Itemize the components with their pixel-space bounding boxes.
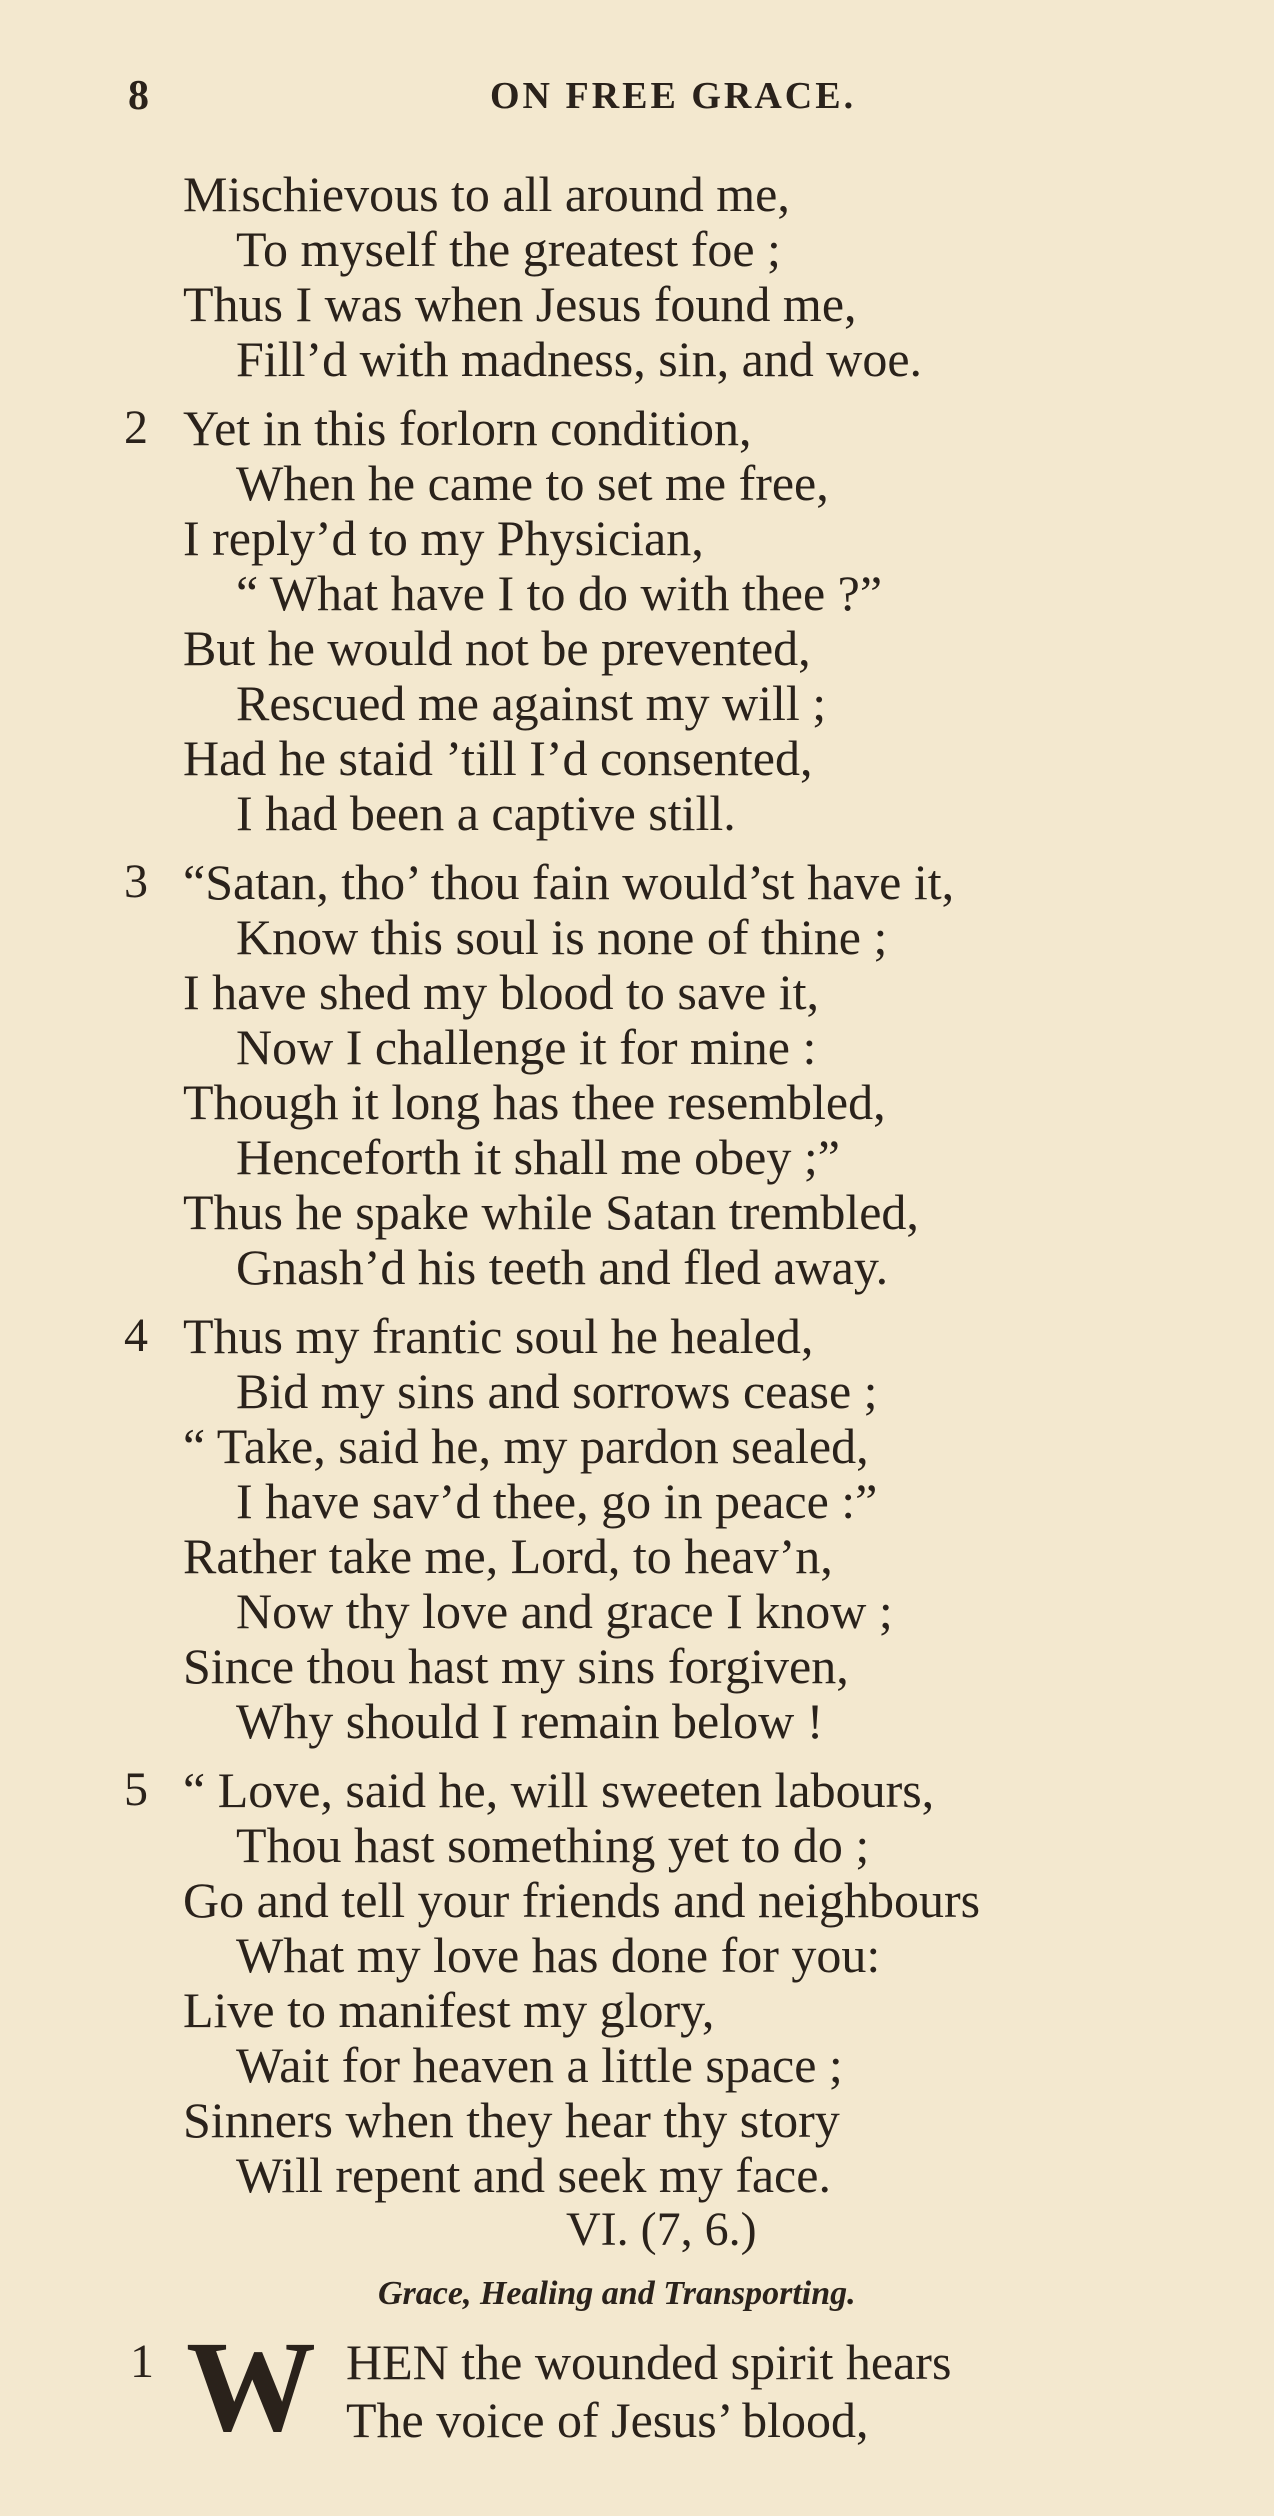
verse-line: To myself the greatest foe ; bbox=[236, 221, 781, 277]
stanza-number: 1 bbox=[130, 2335, 154, 2388]
verse-line: Yet in this forlorn condition, bbox=[183, 400, 752, 456]
verse-line: Know this soul is none of thine ; bbox=[236, 909, 888, 965]
verse-line: Wait for heaven a little space ; bbox=[236, 2037, 843, 2093]
hymn-title: Grace, Healing and Transporting. bbox=[378, 2275, 856, 2312]
verse-line: Thus my frantic soul he healed, bbox=[183, 1308, 814, 1364]
verse-line: Go and tell your friends and neighbours bbox=[183, 1872, 981, 1928]
verse-line: I had been a captive still. bbox=[236, 785, 736, 841]
drop-cap: W bbox=[186, 2315, 316, 2459]
verse-line: Why should I remain below ! bbox=[236, 1693, 824, 1749]
verse-line: I have sav’d thee, go in peace :” bbox=[236, 1473, 878, 1529]
verse-line: Fill’d with madness, sin, and woe. bbox=[236, 331, 923, 387]
verse-line: Thou hast something yet to do ; bbox=[236, 1817, 870, 1873]
running-title: ON FREE GRACE. bbox=[490, 75, 857, 117]
hymn-number: VI. (7, 6.) bbox=[566, 2203, 757, 2256]
stanza-number: 2 bbox=[124, 401, 148, 454]
verse-line: “Satan, tho’ thou fain would’st have it, bbox=[183, 854, 955, 910]
verse-line: Gnash’d his teeth and fled away. bbox=[236, 1239, 889, 1295]
verse-line: HEN the wounded spirit hears bbox=[346, 2334, 952, 2390]
verse-line: Bid my sins and sorrows cease ; bbox=[236, 1363, 878, 1419]
verse-line: Sinners when they hear thy story bbox=[183, 2092, 840, 2148]
stanza-number: 5 bbox=[124, 1763, 148, 1816]
verse-line: “ Love, said he, will sweeten labours, bbox=[183, 1762, 935, 1818]
verse-line: What my love has done for you: bbox=[236, 1927, 881, 1983]
verse-line: I reply’d to my Physician, bbox=[183, 510, 704, 566]
verse-line: Had he staid ’till I’d consented, bbox=[183, 730, 813, 786]
verse-line: Thus he spake while Satan trembled, bbox=[183, 1184, 919, 1240]
verse-line: Rescued me against my will ; bbox=[236, 675, 827, 731]
verse-line: But he would not be prevented, bbox=[183, 620, 811, 676]
verse-line: Since thou hast my sins forgiven, bbox=[183, 1638, 849, 1694]
verse-line: I have shed my blood to save it, bbox=[183, 964, 819, 1020]
verse-line: Now thy love and grace I know ; bbox=[236, 1583, 893, 1639]
verse-line: The voice of Jesus’ blood, bbox=[346, 2392, 869, 2448]
page-number: 8 bbox=[128, 73, 149, 119]
stanza-number: 4 bbox=[124, 1309, 148, 1362]
verse-line: Live to manifest my glory, bbox=[183, 1982, 715, 2038]
verse-line: Now I challenge it for mine : bbox=[236, 1019, 817, 1075]
verse-line: Though it long has thee resembled, bbox=[183, 1074, 886, 1130]
verse-line: Mischievous to all around me, bbox=[183, 166, 790, 222]
verse-line: When he came to set me free, bbox=[236, 455, 829, 511]
verse-line: “ Take, said he, my pardon sealed, bbox=[183, 1418, 869, 1474]
verse-line: Henceforth it shall me obey ;” bbox=[236, 1129, 840, 1185]
verse-line: “ What have I to do with thee ?” bbox=[236, 565, 883, 621]
page-header bbox=[0, 72, 1274, 132]
stanza-number: 3 bbox=[124, 855, 148, 908]
verse-line: Will repent and seek my face. bbox=[236, 2147, 831, 2203]
verse-line: Thus I was when Jesus found me, bbox=[183, 276, 857, 332]
verse-line: Rather take me, Lord, to heav’n, bbox=[183, 1528, 833, 1584]
